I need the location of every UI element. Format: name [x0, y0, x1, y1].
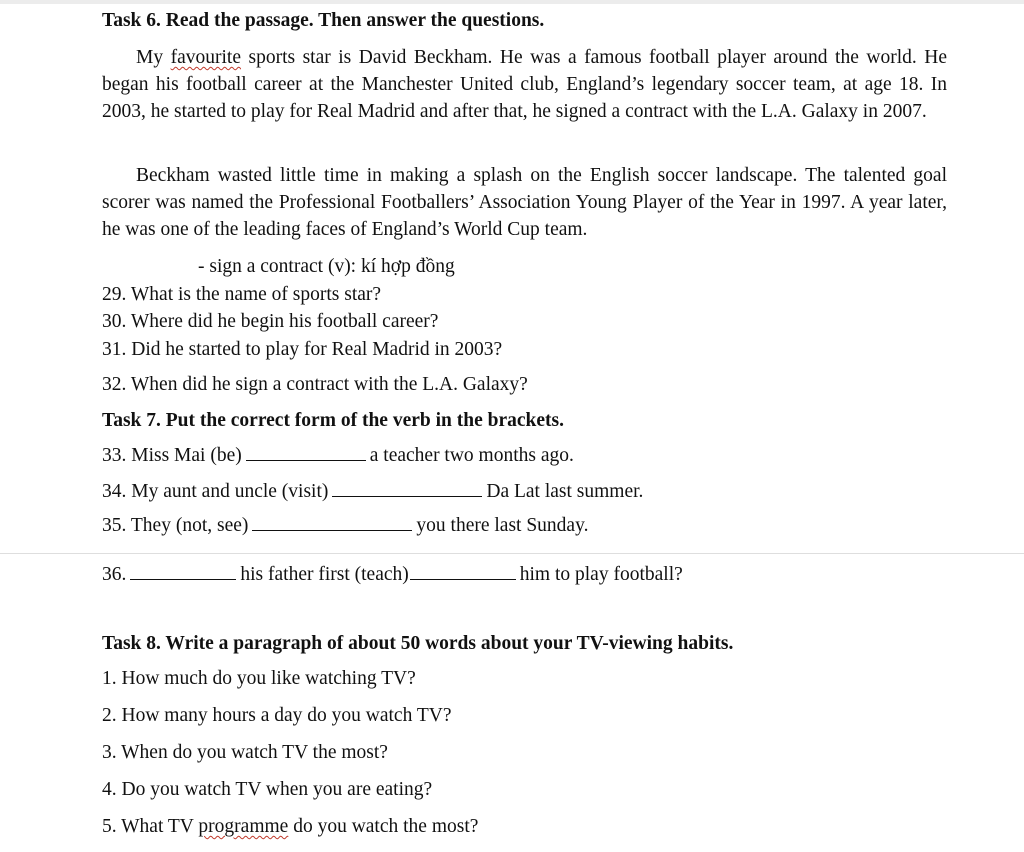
task8-question-3: 3. When do you watch TV the most?	[102, 742, 388, 763]
q5-text-start: 5. What TV	[102, 816, 199, 837]
p1-text-rest: sports star is David Beckham. He was a famous football player around the world. He began his football career at the Manchester United club, England’s legendary soccer team, at age 18. In 2003, he started to play for Real Madrid and after that, he signed a contract with the L.A. Galaxy in 2007.	[102, 47, 947, 122]
q36-rest: him to play football?	[519, 564, 683, 585]
answer-blank	[246, 444, 366, 461]
question-33	[102, 444, 574, 468]
passage-paragraph-1	[102, 44, 947, 125]
top-divider	[0, 0, 1024, 4]
question-31: 31. Did he started to play for Real Madrid in 2003?	[102, 339, 503, 360]
q36-middle: his father first (teach)	[240, 564, 409, 585]
q34-prompt: 34. My aunt and uncle (visit)	[102, 481, 329, 502]
answer-blank	[130, 563, 236, 580]
answer-blank	[252, 514, 412, 531]
task8-question-2: 2. How many hours a day do you watch TV?	[102, 705, 452, 726]
task6-title: Task 6. Read the passage. Then answer the questions.	[102, 10, 545, 31]
q34-rest: Da Lat last summer.	[486, 481, 644, 502]
answer-blank	[410, 563, 516, 580]
task8-question-4: 4. Do you watch TV when you are eating?	[102, 779, 433, 800]
q36-number: 36.	[102, 564, 127, 585]
q35-prompt: 35. They (not, see)	[102, 515, 249, 536]
question-36	[102, 563, 683, 587]
question-30: 30. Where did he begin his football career?	[102, 311, 439, 332]
answer-blank	[332, 480, 482, 497]
q33-rest: a teacher two months ago.	[369, 445, 574, 466]
passage-paragraph-2: Beckham wasted little time in making a splash on the English soccer landscape. The talented goal scorer was named the Professional Footballers’ Association Young Player of the Year in 1997. A year later, he was one of the leading faces of England’s World Cup team.	[102, 165, 947, 240]
vocab-note: - sign a contract (v): kí hợp đồng	[198, 256, 455, 277]
q5-text-rest: do you watch the most?	[288, 816, 479, 837]
question-35	[102, 514, 588, 538]
p1-text-start: My	[136, 47, 171, 68]
question-32: 32. When did he sign a contract with the L.A. Galaxy?	[102, 374, 528, 395]
question-29: 29. What is the name of sports star?	[102, 284, 382, 305]
task8-question-1: 1. How much do you like watching TV?	[102, 668, 416, 689]
q35-rest: you there last Sunday.	[416, 515, 589, 536]
q33-prompt: 33. Miss Mai (be)	[102, 445, 242, 466]
task7-title: Task 7. Put the correct form of the verb in the brackets.	[102, 410, 564, 431]
task8-question-5	[102, 815, 478, 839]
task8-title: Task 8. Write a paragraph of about 50 words about your TV-viewing habits.	[102, 633, 734, 654]
question-34	[102, 480, 643, 504]
spellcheck-flagged-word: favourite	[170, 47, 241, 68]
spellcheck-flagged-word: programme	[198, 816, 289, 837]
section-divider	[0, 553, 1024, 554]
